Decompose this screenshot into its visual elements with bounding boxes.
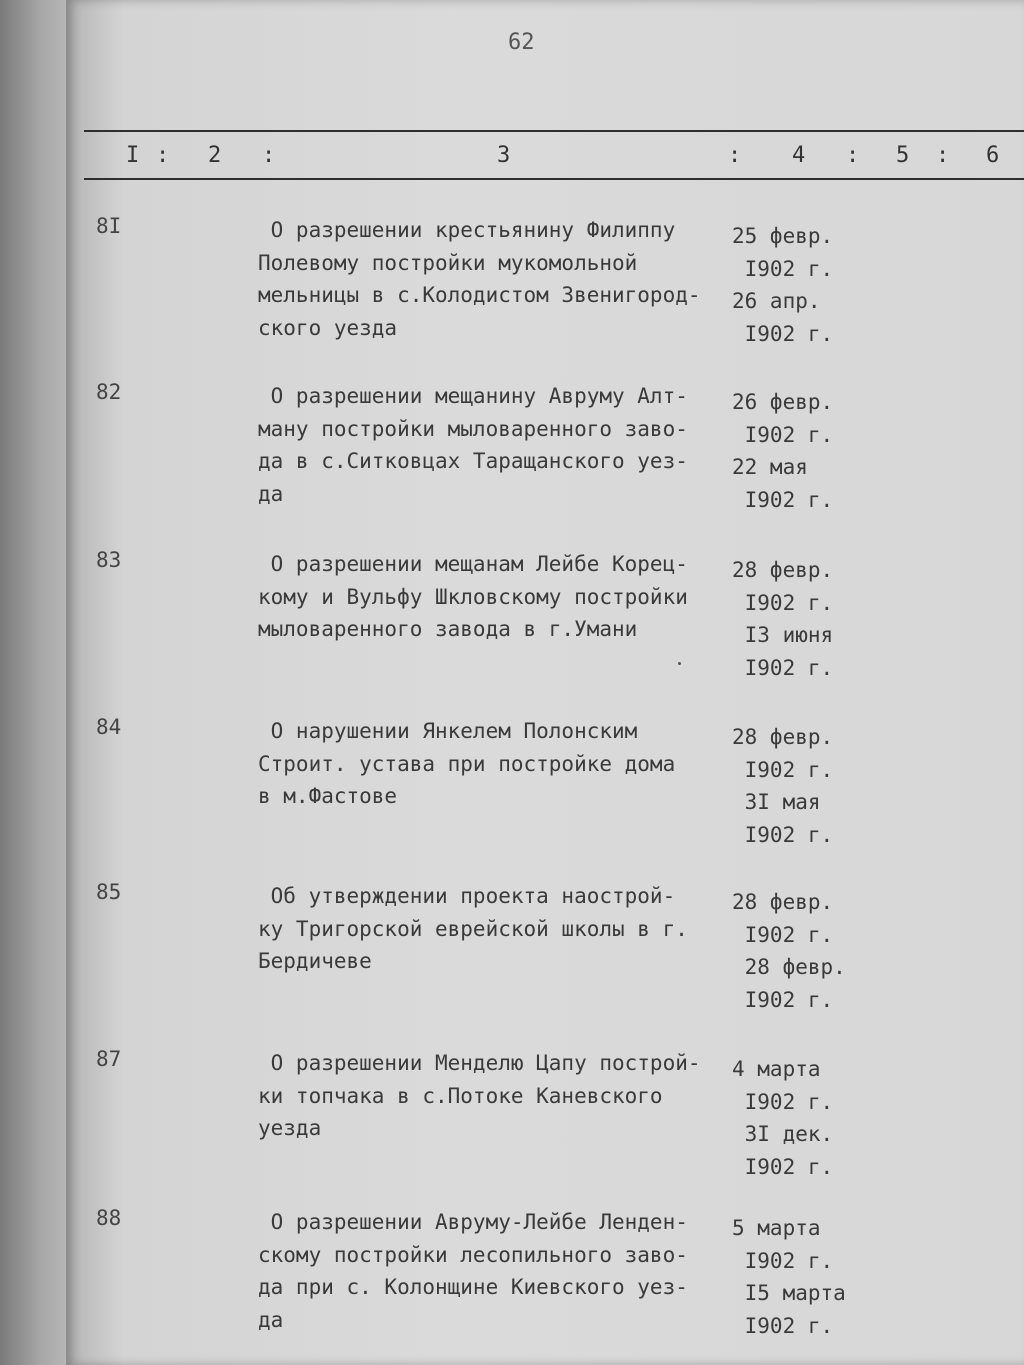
left-page-edge bbox=[0, 0, 70, 1365]
row-dates: 28 февр. I902 г. 28 февр. I902 г. bbox=[732, 890, 846, 1012]
row-dates: 28 февр. I902 г. 3I мая I902 г. bbox=[732, 725, 834, 847]
row-title: О разрешении крестьянину Филиппу Полевому постройки мукомольной мельницы в с.Колодистом Звенигород- ского уезда bbox=[258, 218, 701, 340]
header-rule-top bbox=[84, 130, 1024, 132]
row-dates: 26 февр. I902 г. 22 мая I902 г. bbox=[732, 390, 834, 512]
row-title: О разрешении Менделю Цапу построй- ки топчака в с.Потоке Каневского уезда bbox=[258, 1051, 701, 1140]
row-number: 87 bbox=[96, 1047, 122, 1071]
header-rule-bottom bbox=[84, 178, 1024, 180]
document-page bbox=[66, 0, 1024, 1365]
column-separator: : bbox=[846, 143, 860, 168]
column-separator: : bbox=[262, 143, 276, 168]
row-title: О разрешении Авруму-Лейбе Ленден- скому постройки лесопильного заво- да при с. Колонщине Киевского уез- да bbox=[258, 1210, 688, 1332]
column-header-2: 2 bbox=[208, 143, 222, 168]
row-title: Об утверждении проекта наострой- ку Тригорской еврейской школы в г. Бердичеве bbox=[258, 884, 688, 973]
column-header-6: 6 bbox=[986, 143, 1000, 168]
row-title: О разрешении мещанину Авруму Алт- ману постройки мыловаренного заво- да в с.Ситковцах Таращанского уез- да bbox=[258, 384, 688, 506]
column-separator: : bbox=[156, 143, 170, 168]
row-dates: 5 марта I902 г. I5 марта I902 г. bbox=[732, 1216, 846, 1338]
column-header-3: 3 bbox=[497, 143, 511, 168]
row-title: О разрешении мещанам Лейбе Корец- кому и Вульфу Шкловскому постройки мыловаренного завода в г.Умани bbox=[258, 552, 688, 641]
row-number: 83 bbox=[96, 548, 122, 572]
row-dates: 28 февр. I902 г. I3 июня I902 г. bbox=[732, 558, 834, 680]
column-separator: : bbox=[728, 143, 742, 168]
column-header-1: I bbox=[126, 143, 140, 168]
row-dates: 25 февр. I902 г. 26 апр. I902 г. bbox=[732, 224, 834, 346]
page-number: 62 bbox=[508, 30, 535, 55]
row-number: 82 bbox=[96, 380, 122, 404]
row-number: 8I bbox=[96, 214, 122, 238]
column-header-4: 4 bbox=[792, 143, 806, 168]
column-header-5: 5 bbox=[896, 143, 910, 168]
row-number: 84 bbox=[96, 715, 122, 739]
row-number: 85 bbox=[96, 880, 122, 904]
row-dates: 4 марта I902 г. 3I дек. I902 г. bbox=[732, 1057, 834, 1179]
row-number: 88 bbox=[96, 1206, 122, 1230]
row-title: О нарушении Янкелем Полонским Строит. устава при постройке дома в м.Фастове bbox=[258, 719, 676, 808]
column-separator: : bbox=[936, 143, 950, 168]
ink-speck bbox=[678, 662, 681, 665]
